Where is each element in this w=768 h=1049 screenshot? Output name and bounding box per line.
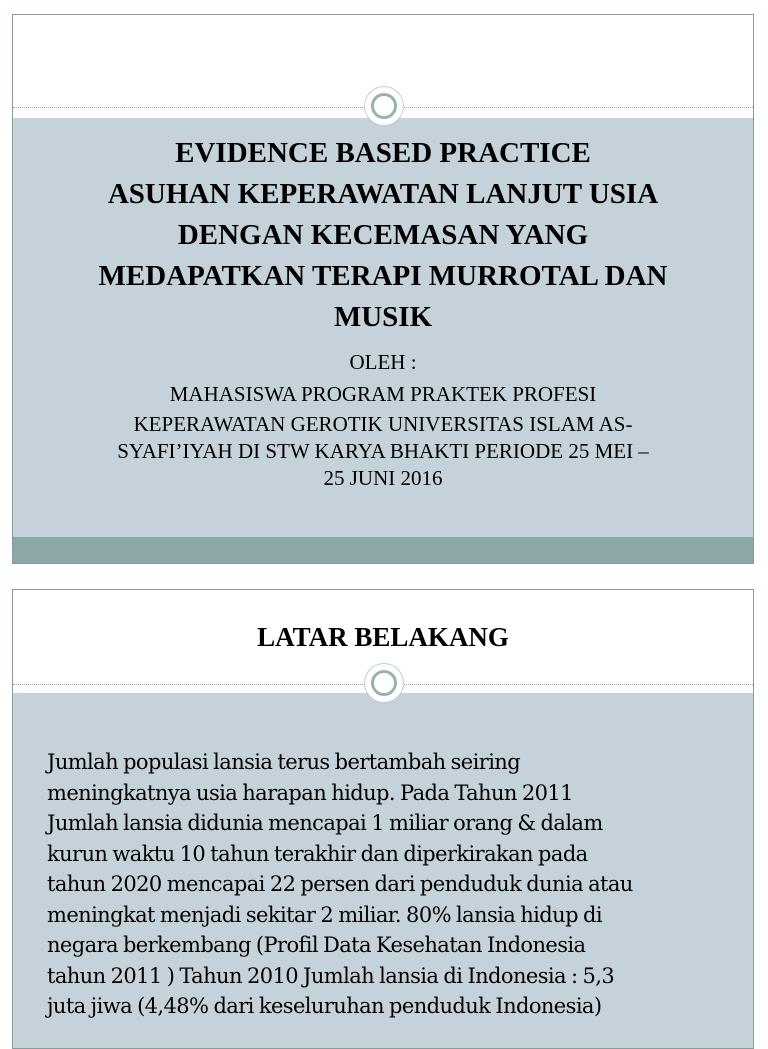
program-detail-line: KEPERAWATAN GEROTIK UNIVERSITAS ISLAM AS- <box>133 412 633 436</box>
section-heading: LATAR BELAKANG <box>257 622 509 652</box>
program-detail-line: 25 JUNI 2016 <box>323 466 443 490</box>
background-slide <box>12 589 754 1049</box>
author-block <box>35 349 731 492</box>
paragraph-line: juta jiwa (4,48% dari keseluruhan penduduk Indonesia) <box>47 994 602 1018</box>
slide-title-line: MUSIK <box>333 301 433 333</box>
paragraph-line: meningkat menjadi sekitar 2 miliar. 80% lansia hidup di <box>47 902 602 927</box>
slide-title-line: DENGAN KECEMASAN YANG <box>177 219 589 251</box>
paragraph-line: kurun waktu 10 tahun terakhir dan diperkirakan pada <box>47 841 588 866</box>
program-name: MAHASISWA PROGRAM PRAKTEK PROFESI <box>169 382 597 406</box>
paragraph-line: Jumlah lansia didunia mencapai 1 miliar orang & dalam <box>47 811 603 835</box>
paragraph-line: Jumlah populasi lansia terus bertambah seiring <box>47 750 521 774</box>
slide-title <box>35 133 731 338</box>
paragraph-line: negara berkembang (Profil Data Kesehatan Indonesia <box>47 933 586 957</box>
paragraph-line: tahun 2011 ) Tahun 2010 Jumlah lansia di Indonesia : 5,3 <box>47 963 615 988</box>
background-paragraph <box>47 747 737 1022</box>
slide-title-line: MEDAPATKAN TERAPI MURROTAL DAN <box>98 260 668 292</box>
paragraph-line: meningkatnya usia harapan hidup. Pada Tahun 2011 <box>47 780 573 805</box>
title-slide <box>12 14 754 564</box>
paragraph-line: tahun 2020 mencapai 22 persen dari penduduk dunia atau <box>47 872 633 896</box>
program-detail-line: SYAFI’IYAH DI STW KARYA BHAKTI PERIODE 25 MEI – <box>117 439 649 463</box>
circle-ring-icon <box>365 664 403 702</box>
slide-title-line: EVIDENCE BASED PRACTICE <box>175 137 591 169</box>
title-slide-accent-bar <box>13 537 753 564</box>
slide-title-line: ASUHAN KEPERAWATAN LANJUT USIA <box>107 178 659 210</box>
author-label: OLEH : <box>349 350 417 374</box>
circle-ring-icon <box>365 87 403 125</box>
